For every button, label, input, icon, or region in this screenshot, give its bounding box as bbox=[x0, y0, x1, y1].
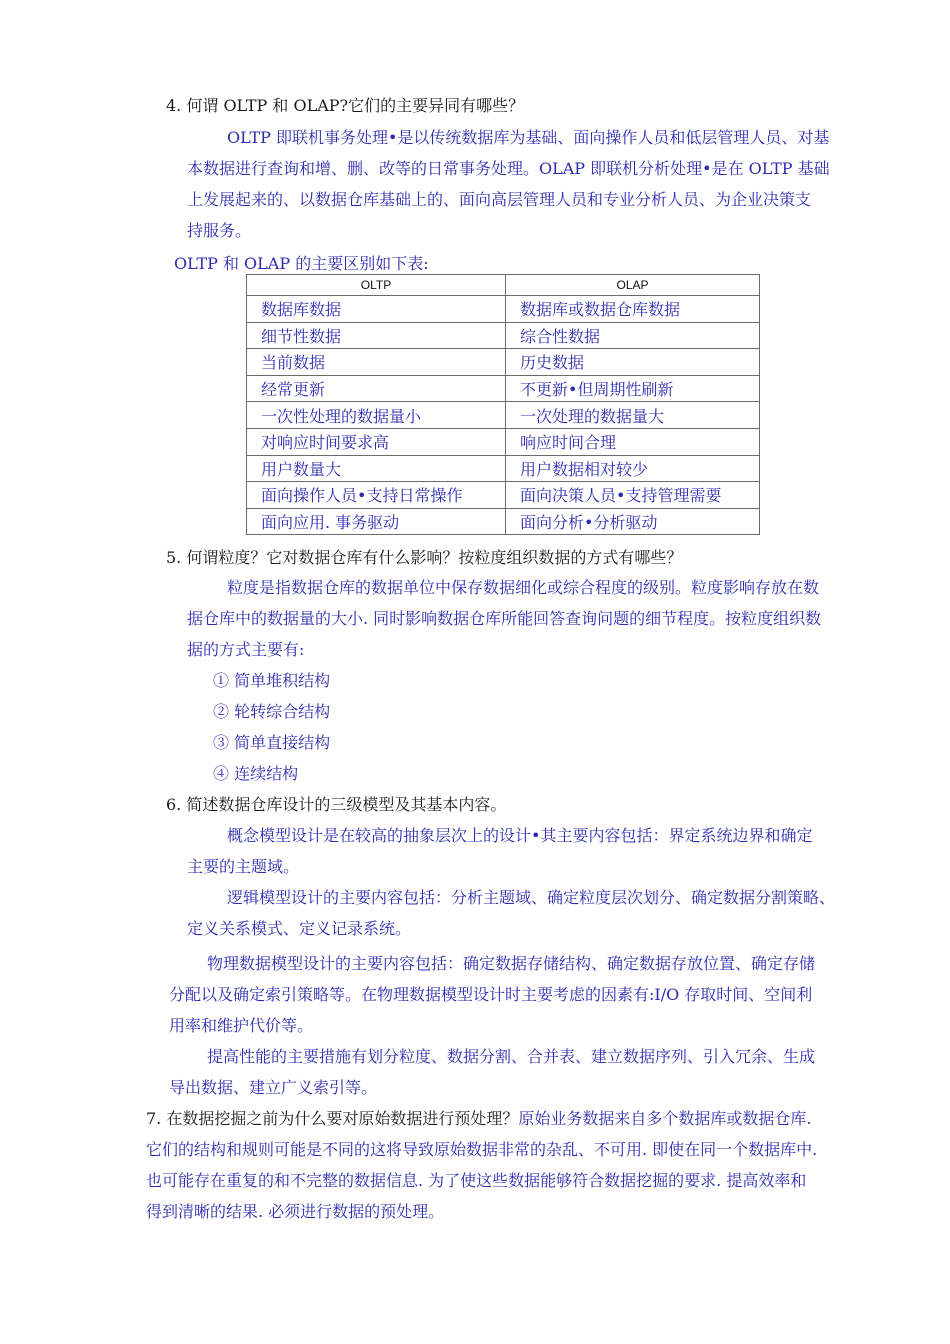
table-header-row bbox=[247, 275, 760, 296]
q4-answer-line: 上发展起来的、以数据仓库基础上的、面向高层管理人员和专业分析人员、为企业决策支 bbox=[187, 190, 812, 209]
q7-answer-start: 原始业务数据来自多个数据库或数据仓库. bbox=[518, 1109, 812, 1128]
question-4-title: 4. 何谓 OLTP 和 OLAP?它们的主要异同有哪些？ bbox=[166, 96, 525, 115]
column-header-oltp: OLTP bbox=[247, 275, 506, 296]
table-row bbox=[247, 402, 760, 429]
table-row bbox=[247, 428, 760, 455]
table-cell: 历史数据 bbox=[506, 349, 760, 376]
q7-answer-line: 也可能存在重复的和不完整的数据信息. 为了使这些数据能够符合数据挖掘的要求. 提高效率和 bbox=[146, 1171, 807, 1190]
list-item: ④ 连续结构 bbox=[213, 764, 299, 783]
table-row bbox=[247, 322, 760, 349]
list-item: ② 轮转综合结构 bbox=[213, 702, 331, 721]
table-cell: 数据库或数据仓库数据 bbox=[506, 296, 760, 323]
q6-paragraph-line: 用率和维护代价等。 bbox=[169, 1016, 314, 1035]
table-cell: 数据库数据 bbox=[247, 296, 506, 323]
q4-answer-line: 本数据进行查询和增、删、改等的日常事务处理。OLAP 即联机分析处理•是在 OLTP 基础 bbox=[187, 159, 830, 178]
list-item: ③ 简单直接结构 bbox=[213, 733, 331, 752]
q6-paragraph-line: 主要的主题域。 bbox=[187, 857, 300, 876]
table-cell: 细节性数据 bbox=[247, 322, 506, 349]
table-cell: 面向操作人员•支持日常操作 bbox=[247, 482, 506, 509]
column-header-olap: OLAP bbox=[506, 275, 760, 296]
table-row bbox=[247, 455, 760, 482]
q4-answer-line: 持服务。 bbox=[187, 221, 252, 240]
table-cell: 响应时间合理 bbox=[506, 428, 760, 455]
q6-paragraph-line: 定义关系模式、定义记录系统。 bbox=[187, 919, 412, 938]
question-5-title: 5. 何谓粒度？它对数据仓库有什么影响？按粒度组织数据的方式有哪些？ bbox=[166, 548, 683, 567]
q6-paragraph-line: 导出数据、建立广义索引等。 bbox=[169, 1078, 378, 1097]
q5-answer-line: 粒度是指数据仓库的数据单位中保存数据细化或综合程度的级别。粒度影响存放在数 bbox=[227, 578, 820, 597]
table-cell: 不更新•但周期性刷新 bbox=[506, 375, 760, 402]
table-cell: 面向分析•分析驱动 bbox=[506, 508, 760, 535]
table-cell: 面向决策人员•支持管理需要 bbox=[506, 482, 760, 509]
q6-paragraph-line: 逻辑模型设计的主要内容包括：分析主题域、确定粒度层次划分、确定数据分割策略、 bbox=[227, 888, 836, 907]
q7-answer-line: 得到清晰的结果. 必须进行数据的预处理。 bbox=[146, 1202, 445, 1221]
table-cell: 用户数量大 bbox=[247, 455, 506, 482]
table-cell: 经常更新 bbox=[247, 375, 506, 402]
q6-paragraph-line: 物理数据模型设计的主要内容包括：确定数据存储结构、确定数据存放位置、确定存储 bbox=[207, 954, 816, 973]
q4-answer-line: OLTP 即联机事务处理•是以传统数据库为基础、面向操作人员和低层管理人员、对基 bbox=[227, 128, 830, 147]
question-6-title: 6. 简述数据仓库设计的三级模型及其基本内容。 bbox=[166, 795, 507, 814]
q6-paragraph-line: 分配以及确定索引策略等。在物理数据模型设计时主要考虑的因素有:I/O 存取时间、空间利 bbox=[169, 985, 813, 1004]
table-row bbox=[247, 349, 760, 376]
q5-answer-line: 据仓库中的数据量的大小. 同时影响数据仓库所能回答查询问题的细节程度。按粒度组织数 bbox=[187, 609, 822, 628]
table-cell: 当前数据 bbox=[247, 349, 506, 376]
table-row bbox=[247, 508, 760, 535]
table-cell: 面向应用. 事务驱动 bbox=[247, 508, 506, 535]
table-cell: 综合性数据 bbox=[506, 322, 760, 349]
table-cell: 一次处理的数据量大 bbox=[506, 402, 760, 429]
question-7-line bbox=[146, 1109, 811, 1129]
table-cell: 对响应时间要求高 bbox=[247, 428, 506, 455]
table-cell: 一次性处理的数据量小 bbox=[247, 402, 506, 429]
list-item: ① 简单堆积结构 bbox=[213, 671, 331, 690]
table-row bbox=[247, 375, 760, 402]
q5-answer-line: 据的方式主要有: bbox=[187, 640, 305, 659]
q6-paragraph-line: 概念模型设计是在较高的抽象层次上的设计•其主要内容包括：界定系统边界和确定 bbox=[227, 826, 813, 845]
table-row bbox=[247, 482, 760, 509]
q6-paragraph-line: 提高性能的主要措施有划分粒度、数据分割、合并表、建立数据序列、引入冗余、生成 bbox=[207, 1047, 816, 1066]
table-intro: OLTP 和 OLAP 的主要区别如下表: bbox=[174, 254, 429, 273]
q7-answer-line: 它们的结构和规则可能是不同的这将导致原始数据非常的杂乱、不可用. 即使在同一个数据库中. bbox=[146, 1140, 818, 1159]
table-row bbox=[247, 296, 760, 323]
question-7-title: 7. 在数据挖掘之前为什么要对原始数据进行预处理？ bbox=[146, 1109, 519, 1128]
comparison-table bbox=[246, 274, 760, 535]
table-cell: 用户数据相对较少 bbox=[506, 455, 760, 482]
